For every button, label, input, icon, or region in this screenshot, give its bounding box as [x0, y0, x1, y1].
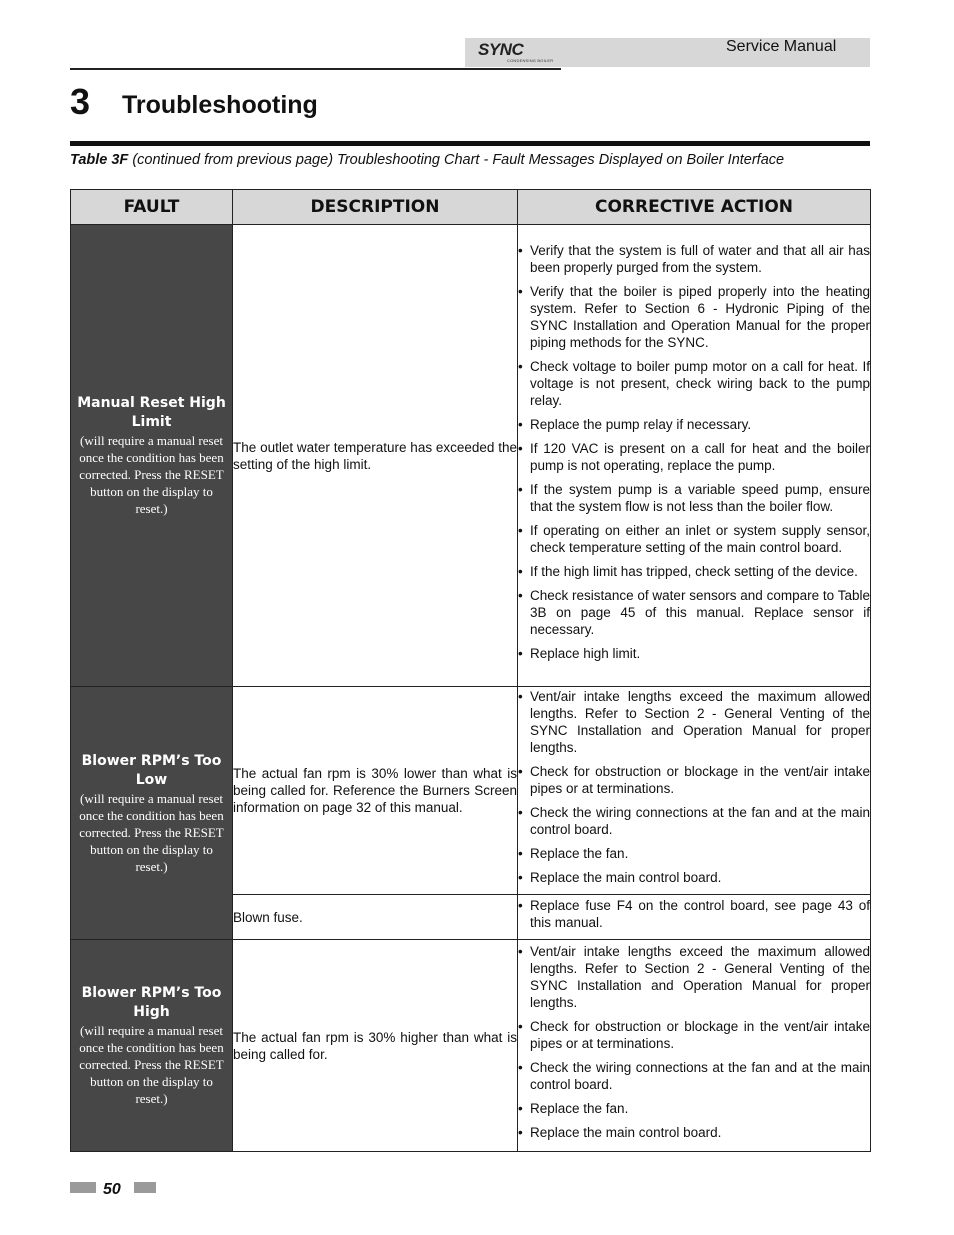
fault-name: Manual Reset High Limit: [77, 395, 226, 430]
chapter-number: 3: [70, 81, 91, 122]
action-item: • If the high limit has tripped, check setting of the device.: [518, 563, 870, 580]
sync-logo: SYNC: [478, 40, 524, 59]
action-item: • Vent/air intake lengths exceed the maximum allowed lengths. Refer to Section 2 - General Venting of the SYNC Installation and Operation Manual for proper lengths.: [518, 688, 870, 756]
manual-label: Service Manual: [726, 38, 837, 55]
description-cell: The actual fan rpm is 30% higher than what is being called for.: [233, 940, 518, 1152]
action-item: • Check the wiring connections at the fan and at the main control board.: [518, 1059, 870, 1093]
footer-bar-right: [134, 1182, 156, 1193]
header-description: DESCRIPTION: [233, 190, 518, 225]
action-item: • Replace high limit.: [518, 645, 870, 662]
action-item: • Replace the fan.: [518, 1100, 870, 1117]
action-item: • Replace the pump relay if necessary.: [518, 416, 870, 433]
action-list: [518, 943, 870, 1141]
header-corrective-action: CORRECTIVE ACTION: [518, 190, 871, 225]
header-rule: [70, 68, 561, 70]
table-caption: [70, 152, 784, 168]
fault-row: [71, 687, 871, 895]
action-list: [518, 242, 870, 662]
corrective-action-cell: [518, 225, 871, 687]
table-body: [71, 225, 871, 1152]
corrective-action-cell: [518, 940, 871, 1152]
header-fault: FAULT: [71, 190, 233, 225]
fault-note: (will require a manual reset once the condition has been corrected. Press the RESET button on the display to reset.): [79, 433, 224, 516]
action-list: [518, 897, 870, 931]
chapter-rule: [70, 141, 870, 146]
description-cell: The actual fan rpm is 30% lower than what is being called for. Reference the Burners Screen information on page 32 of this manual.: [233, 687, 518, 895]
footer-bar-left: [70, 1182, 96, 1193]
logo-subtitle: CONDENSING BOILER: [507, 58, 554, 63]
action-item: • Check for obstruction or blockage in the vent/air intake pipes or at terminations.: [518, 763, 870, 797]
action-item: • Check for obstruction or blockage in the vent/air intake pipes or at terminations.: [518, 1018, 870, 1052]
action-item: • Check the wiring connections at the fan and at the main control board.: [518, 804, 870, 838]
action-item: • Check resistance of water sensors and compare to Table 3B on page 45 of this manual. Replace sensor if necessary.: [518, 587, 870, 638]
fault-row: [71, 225, 871, 687]
fault-name: Blower RPM’s Too Low: [81, 752, 222, 788]
corrective-action-cell: [518, 687, 871, 895]
action-item: • Replace the main control board.: [518, 869, 870, 886]
fault-cell: [71, 940, 233, 1152]
corrective-action-cell: [518, 895, 871, 940]
fault-note: (will require a manual reset once the condition has been corrected. Press the RESET button on the display to reset.): [79, 1023, 224, 1106]
table-caption-text: (continued from previous page) Troubleshooting Chart - Fault Messages Displayed on Boiler Interface: [128, 152, 785, 168]
description-cell: Blown fuse.: [233, 895, 518, 940]
action-item: • Replace fuse F4 on the control board, see page 43 of this manual.: [518, 897, 870, 931]
table-label: Table 3F: [70, 152, 129, 168]
chapter-title: Troubleshooting: [122, 91, 318, 119]
troubleshooting-table: [70, 189, 871, 1152]
action-item: • If the system pump is a variable speed pump, ensure that the system flow is not less than the boiler flow.: [518, 481, 870, 515]
fault-name: Blower RPM’s Too High: [81, 985, 222, 1020]
table-header-row: [71, 190, 871, 225]
action-item: • Verify that the system is full of water and that all air has been properly purged from the system.: [518, 242, 870, 276]
action-item: • Verify that the boiler is piped properly into the heating system. Refer to Section 6 - Hydronic Piping of the SYNC Installation and Operation Manual for the proper piping methods for the SYNC.: [518, 283, 870, 351]
action-item: • Check voltage to boiler pump motor on a call for heat. If voltage is not present, check wiring back to the pump relay.: [518, 358, 870, 409]
page-number: 50: [103, 1181, 121, 1198]
action-item: • Vent/air intake lengths exceed the maximum allowed lengths. Refer to Section 2 - General Venting of the SYNC Installation and Operation Manual for proper lengths.: [518, 943, 870, 1011]
action-item: • If operating on either an inlet or system supply sensor, check temperature setting of the main control board.: [518, 522, 870, 556]
fault-row: [71, 940, 871, 1152]
action-list: [518, 688, 870, 886]
description-cell: The outlet water temperature has exceeded the setting of the high limit.: [233, 225, 518, 687]
action-item: • Replace the fan.: [518, 845, 870, 862]
fault-note: (will require a manual reset once the condition has been corrected. Press the RESET button on the display to reset.): [79, 790, 224, 874]
action-item: • If 120 VAC is present on a call for heat and the boiler pump is not operating, replace the pump.: [518, 440, 870, 474]
fault-cell: [71, 687, 233, 940]
fault-cell: [71, 225, 233, 687]
action-item: • Replace the main control board.: [518, 1124, 870, 1141]
